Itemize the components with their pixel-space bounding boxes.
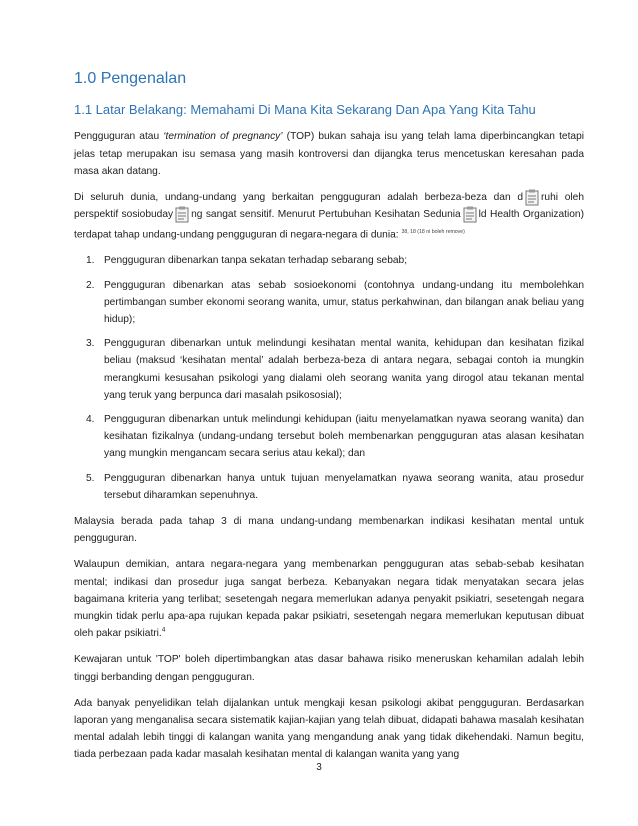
paragraph-2-text-c: ng sangat sensitif. Menurut Pertubuhan Kesihatan Sedunia [191,209,461,221]
heading-introduction: 1.0 Pengenalan [74,70,187,87]
comment-annotation: 38, 18 (18 ni boleh remove) [401,228,465,235]
paragraph-1-text-a: Pengguguran atau [74,131,164,143]
heading-background: 1.1 Latar Belakang: Memahami Di Mana Kita Sekarang Dan Apa Yang Kita Tahu [74,102,536,118]
list-item: 5. Pengguguran dibenarkan hanya untuk tujuan menyelamatkan nyawa seorang wanita, atau prosedur tersebut diharamkan sepenuhnya. [86,472,584,501]
list-item: 4. Pengguguran dibenarkan untuk melindungi kehidupan (iaitu menyelamatkan nyawa seorang wanita) dan kesihatan fizikalnya (undang-undang tersebut boleh membenarkan pengguguran atas alasan kesihatan yang mungkin mengancam secara serius atau kekal); dan [86,414,584,460]
list-item: 3. Pengguguran dibenarkan untuk melindungi kesihatan mental wanita, kehidupan dan kesihatan fizikal beliau (maksud ‘kesihatan mental’ adalah berbeza-beza di antara negara, sebagai contoh ia mungkin merangkumi kesusahan psikologi yang dialami oleh seorang wanita yang dirogol atau tekanan mental yang teruk yang berpunca dari masalah psikososial); [86,338,584,401]
paragraph-2 [74,189,584,243]
list-item: 2. Pengguguran dibenarkan atas sebab sosioekonomi (contohnya undang-undang itu membolehkan pertimbangan sumber ekonomi seorang wanita, umur, status perkahwinan, dan bilangan anak beliau yang hidup); [86,279,584,325]
list-item: 1. Pengguguran dibenarkan tanpa sekatan terhadap sebarang sebab; [86,255,408,267]
page-number: 3 [316,762,322,773]
paragraph-5: Kewajaran untuk 'TOP' boleh dipertimbangkan atas dasar bahawa risiko meneruskan kehamilan adalah lebih tinggi berbanding dengan pengguguran. [74,654,584,683]
paragraph-4: Walaupun demikian, antara negara-negara yang membenarkan pengguguran atas sebab-sebab kesihatan mental; indikasi dan prosedur juga sangat berbeza. Kebanyakan negara tidak menyatakan secara jelas bagaimana kriteria yang terlibat; sesetengah negara memerlukan adanya penyakit psikiatri, sesetengah negara mungkin tidak perlu apa-apa rujukan kepada pakar psikiatri, sesetengah negara memerlukan keputusan dibuat oleh pakar psikiatri.$^4$ [74,559,584,640]
paragraph-3: Malaysia berada pada tahap 3 di mana undang-undang membenarkan indikasi kesihatan mental untuk pengguguran. [74,516,584,545]
document-page [74,70,584,773]
paragraph-2-text-b: ruhi oleh perspektif sosiobuday [74,192,584,221]
paragraph-6: Ada banyak penyelidikan telah dijalankan untuk mengkaji kesan psikologi akibat pengguguran. Berdasarkan laporan yang menganalisa secara sistematik kajian-kajian yang telah dibuat, didapati bahawa masalah kesihatan mental adalah lebih tinggi di kalangan wanita yang mengandung anak yang tidak dikehendaki. Namun begitu, tiada perbezaan pada kadar masalah kesihatan mental di kalangan wanita yang yang [74,697,584,761]
paragraph-2-text-d: ld Health Organization) terdapat [74,209,584,241]
comment-note-icon[interactable] [463,206,477,223]
paragraph-1-emphasis: ‘termination of pregnancy’ [163,131,283,143]
paragraph-2-text-e: tahap undang-undang pengguguran di negara-negara di dunia: [111,229,399,241]
abortion-law-levels-list [74,252,584,504]
comment-note-icon[interactable] [175,206,189,223]
paragraph-1 [74,128,584,180]
paragraph-2-text-a: Di seluruh dunia, undang-undang yang berkaitan pengguguran adalah berbeza-beza dan d [74,192,524,204]
footnote-ref[interactable]: 4 [161,626,166,634]
comment-note-icon[interactable] [525,189,539,206]
paragraph-1-text-b: (TOP) bukan sahaja isu yang telah lama diperbincangkan tetapi jelas tetap merupakan isu semasa yang masih kontroversi dan dijangka terus mencetuskan keresahan pada masa akan datang. [74,131,585,177]
